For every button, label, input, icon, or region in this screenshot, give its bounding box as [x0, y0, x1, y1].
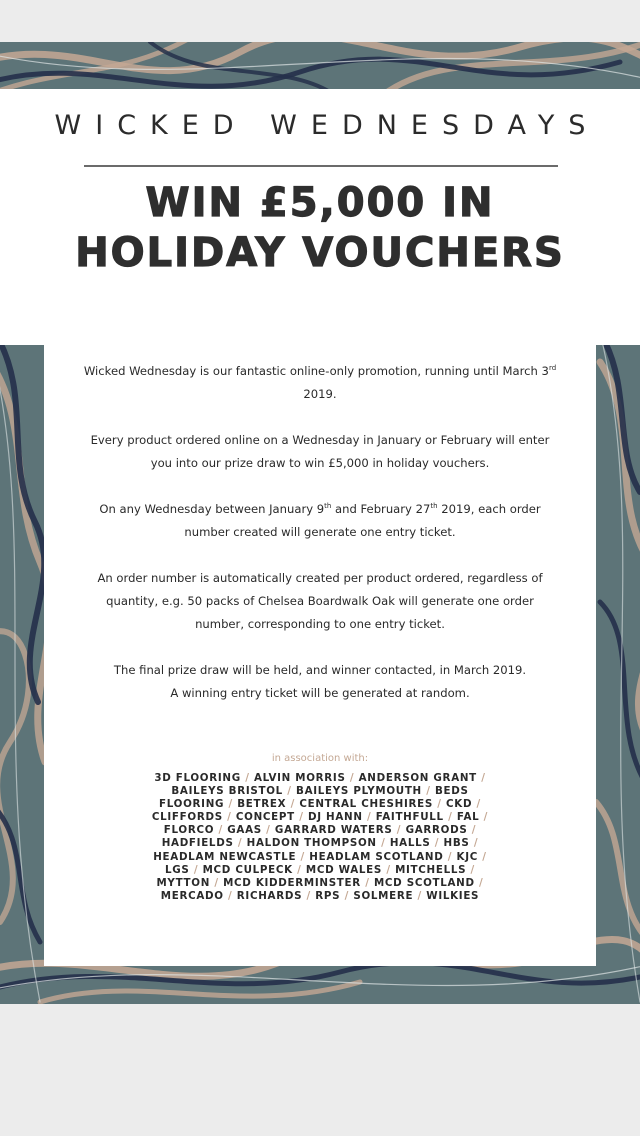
partner-name: GARRARD WATERS	[274, 824, 393, 837]
partner-separator: /	[366, 811, 372, 824]
partner-name: BETREX	[237, 798, 287, 811]
partner-name: CLIFFORDS	[151, 811, 223, 824]
partner-separator: /	[228, 798, 233, 811]
partner-separator: /	[482, 850, 487, 863]
partner-name: LGS	[165, 863, 190, 876]
partner-name: BAILEYS BRISTOL	[171, 785, 283, 798]
partner-name: MCD KIDDERMINSTER	[223, 876, 361, 889]
partner-separator: /	[349, 772, 355, 784]
partner-separator: /	[476, 798, 481, 811]
partner-name: HALDON THOMPSON	[246, 837, 377, 850]
partner-separator: /	[344, 889, 350, 902]
partner-name: FAITHFULL	[375, 811, 444, 824]
partner-separator: /	[448, 811, 453, 824]
partner-name: MCD WALES	[305, 863, 383, 876]
partner-separator: /	[306, 889, 311, 902]
partner-name: RPS	[315, 889, 341, 902]
partner-separator: /	[214, 876, 219, 889]
partner-name: SOLMERE	[353, 889, 414, 902]
promo-kicker: WICKED WEDNESDAYS	[54, 110, 600, 141]
partner-name: MERCADO	[160, 889, 224, 902]
association-label: in association with:	[271, 753, 369, 764]
partner-separator: /	[287, 785, 292, 798]
headline-line-2: HOLIDAY VOUCHERS	[75, 230, 565, 276]
partner-separator: /	[381, 837, 386, 850]
partner-separator: /	[471, 824, 477, 837]
partner-name: ALVIN MORRIS	[253, 772, 346, 784]
partner-separator: /	[218, 824, 223, 837]
partner-name: WILKIES	[426, 889, 480, 902]
partner-separator: /	[228, 889, 233, 902]
partner-name: HBS	[443, 837, 470, 850]
partner-name: MCD CULPECK	[202, 863, 293, 876]
partner-separator: /	[417, 889, 422, 902]
partner-separator: /	[245, 772, 250, 784]
partner-name: MYTTON	[156, 876, 211, 889]
partner-separator: /	[434, 837, 440, 850]
partner-name: BEDS FLOORING	[159, 785, 469, 811]
partner-separator: /	[470, 863, 475, 876]
partner-separator: /	[300, 850, 305, 863]
title-divider	[84, 165, 558, 167]
partner-name: BAILEYS PLYMOUTH	[296, 785, 422, 798]
partner-separator: /	[473, 837, 479, 850]
partner-separator: /	[426, 785, 431, 798]
partner-name: GAAS	[227, 824, 262, 837]
partner-name: CENTRAL CHESHIRES	[299, 798, 433, 811]
paragraph-dates: On any Wednesday between January 9th and February 27th 2019, each order number created will generate one entry ticket.	[99, 502, 541, 539]
promo-details	[44, 360, 596, 728]
paragraph-entry: Every product ordered online on a Wednesday in January or February will enter you into our prize draw to win £5,000 in holiday vouchers.	[90, 433, 550, 470]
partner-name: MITCHELLS	[395, 863, 467, 876]
partner-name: HALLS	[389, 837, 431, 850]
partner-name: 3D FLOORING	[154, 772, 241, 784]
partner-separator: /	[483, 811, 489, 824]
paragraph-intro: Wicked Wednesday is our fantastic online-only promotion, running until March 3rd 2019.	[83, 364, 557, 401]
promo-poster	[0, 42, 640, 1004]
partner-list	[148, 772, 492, 903]
partner-name: CKD	[446, 798, 473, 811]
partner-name: KJC	[456, 850, 478, 863]
partner-name: ANDERSON GRANT	[358, 772, 477, 784]
partner-separator: /	[237, 837, 243, 850]
partner-separator: /	[299, 811, 304, 824]
partner-separator: /	[386, 863, 391, 876]
partner-separator: /	[396, 824, 402, 837]
partner-separator: /	[193, 863, 199, 876]
partner-name: HEADLAM SCOTLAND	[309, 850, 444, 863]
partner-name: MCD SCOTLAND	[373, 876, 475, 889]
promo-headline	[0, 178, 640, 278]
partner-separator: /	[297, 863, 302, 876]
paragraph-draw: The final prize draw will be held, and winner contacted, in March 2019. A winning entry ticket will be generated at random.	[113, 663, 527, 700]
partner-name: FAL	[456, 811, 480, 824]
partner-separator: /	[290, 798, 296, 811]
partner-separator: /	[437, 798, 442, 811]
partner-separator: /	[447, 850, 453, 863]
headline-line-1: WIN £5,000 IN	[145, 180, 495, 226]
partner-separator: /	[365, 876, 370, 889]
partner-name: CONCEPT	[235, 811, 295, 824]
partner-separator: /	[227, 811, 232, 824]
partner-separator: /	[481, 772, 486, 784]
partner-separator: /	[479, 876, 484, 889]
partner-name: RICHARDS	[236, 889, 303, 902]
partner-name: DJ HANN	[307, 811, 363, 824]
paragraph-order-number: An order number is automatically created per product ordered, regardless of quantity, e.g. 50 packs of Chelsea Boardwalk Oak will generate one order number, corresponding to one entry ticket.	[97, 571, 543, 631]
partner-name: GARRODS	[405, 824, 468, 837]
details-panel	[44, 322, 596, 966]
partner-name: FLORCO	[163, 824, 215, 837]
partner-separator: /	[266, 824, 271, 837]
partner-name: HEADLAM NEWCASTLE	[153, 850, 297, 863]
partner-name: HADFIELDS	[161, 837, 234, 850]
